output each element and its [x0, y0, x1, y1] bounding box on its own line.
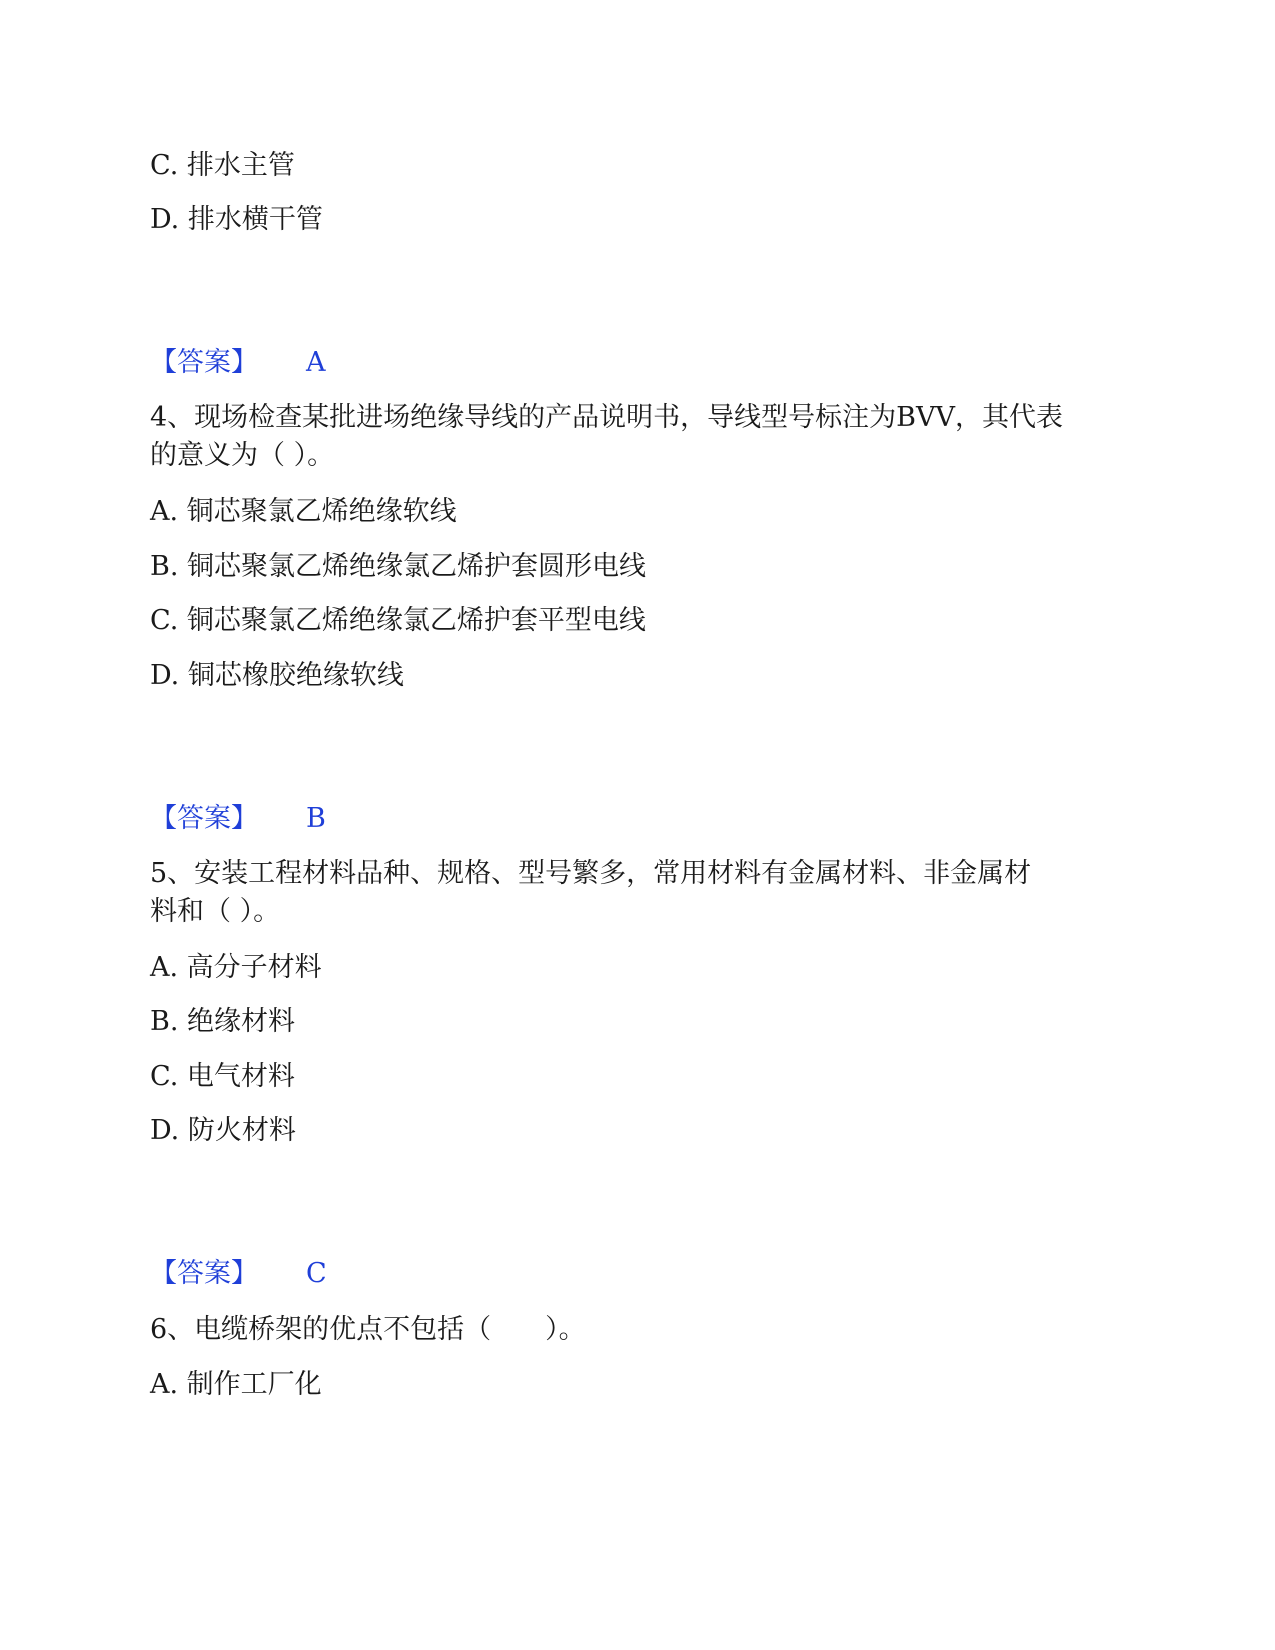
q4-option-a: A. 铜芯聚氯乙烯绝缘软线 [150, 496, 457, 527]
q5-option-d: D. 防火材料 [150, 1115, 296, 1146]
q3-option-c: C. 排水主管 [150, 150, 295, 181]
q5-option-b: B. 绝缘材料 [150, 1006, 296, 1037]
answer-label: 【答案】 [150, 347, 258, 378]
q4-option-d: D. 铜芯橡胶绝缘软线 [150, 660, 404, 691]
q6-stem: 6、电缆桥架的优点不包括（ ）。 [150, 1314, 586, 1345]
q5-option-c: C. 电气材料 [150, 1061, 295, 1092]
answer-3 [150, 343, 326, 383]
answer-value: B [306, 803, 326, 834]
q5-option-a: A. 高分子材料 [150, 952, 322, 983]
q4-option-b: B. 铜芯聚氯乙烯绝缘氯乙烯护套圆形电线 [150, 551, 647, 582]
q4-stem-line1: 4、现场检查某批进场绝缘导线的产品说明书，导线型号标注为BVV，其代表 [150, 402, 1064, 433]
answer-value: A [306, 347, 326, 378]
answer-label: 【答案】 [150, 1258, 258, 1289]
q4-option-c: C. 铜芯聚氯乙烯绝缘氯乙烯护套平型电线 [150, 605, 646, 636]
q4-stem-line2: 的意义为（ ）。 [150, 440, 335, 471]
q5-stem-line2: 料和（ ）。 [150, 896, 281, 927]
answer-label: 【答案】 [150, 803, 258, 834]
q3-option-d: D. 排水横干管 [150, 204, 323, 235]
answer-4 [150, 799, 326, 839]
answer-value: C [306, 1258, 327, 1289]
answer-5 [150, 1254, 327, 1294]
q6-option-a: A. 制作工厂化 [150, 1369, 322, 1400]
q5-stem-line1: 5、安装工程材料品种、规格、型号繁多，常用材料有金属材料、非金属材 [150, 858, 1032, 889]
